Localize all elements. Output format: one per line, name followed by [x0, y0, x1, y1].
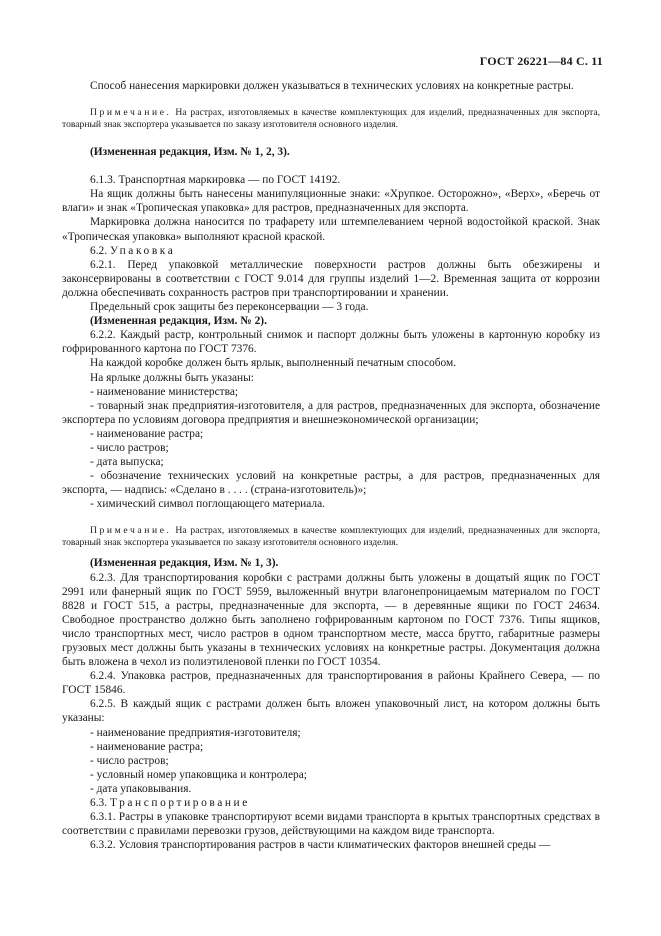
list-item: - химический символ поглощающего материала. [90, 498, 325, 511]
paragraph-6-2-5: 6.2.5. В каждый ящик с растрами должен быть вложен упаковочный лист, на котором должны быть указаны: [62, 698, 600, 725]
list-item: - число растров; [90, 441, 169, 454]
list-item: - наименование растра; [90, 740, 204, 753]
section-6-2-number: 6.2. [90, 244, 108, 257]
note-1-label: Примечание. [90, 107, 172, 119]
page-header: ГОСТ 26221—84 С. 11 [479, 54, 603, 68]
revision-note-1: (Измененная редакция, Изм. № 1, 2, 3). [90, 146, 290, 159]
note-2-label: Примечание. [90, 525, 172, 537]
paragraph-6-2-4: 6.2.4. Упаковка растров, предназначенных для транспортирования в районы Крайнего Севера, — по ГОСТ 15846. [62, 670, 600, 697]
paragraph-label-items: На ярлыке должны быть указаны: [90, 371, 254, 384]
section-6-3-heading [62, 796, 600, 810]
section-6-3-number: 6.3. [90, 797, 108, 810]
note-2 [62, 525, 600, 549]
note-1-text: На растрах, изготовляемых в качестве комплектующих для изделий, предназначенных для экспорта, товарный знак экспортера указывается по заказу изготовителя основного изделия. [62, 107, 600, 131]
packing-list [62, 726, 600, 796]
paragraph-6-2-2: 6.2.2. Каждый растр, контрольный снимок и паспорт должны быть уложены в картонную коробку из гофрированного картона по ГОСТ 7376. [62, 329, 600, 356]
paragraph-box-signs: На ящик должны быть нанесены манипуляционные знаки: «Хрупкое. Осторожно», «Верх», «Беречь от влаги» и знак «Тропическая упаковка» для растров, предназначенных для экспорта. [62, 188, 600, 215]
list-item: - наименование предприятия-изготовителя; [90, 726, 301, 739]
paragraph-6-2-3: 6.2.3. Для транспортирования коробки с растрами должны быть уложены в дощатый ящик по ГОСТ 2991 или фанерный ящик по ГОСТ 5959, выложенный внутри влагонепроницаемым материалом по ГОСТ 8828 и ГОСТ 515, а растры, предназначенные для экспорта, — в деревянные ящики по ГОСТ 24634. Свободное пространство должно быть заполнено гофрированным картоном по ГОСТ 7376. Типы ящиков, число транспортных мест, число растров в одном транспортном месте, масса брутто, габаритные размеры грузовых мест должны быть указаны в технических условиях на конкретные растры. Документация должна быть вложена в чехол из полиэтиленовой пленки по ГОСТ 10354. [62, 571, 600, 669]
list-item: - дата упаковывания. [90, 782, 192, 795]
note-1 [62, 107, 600, 131]
list-item: - наименование растра; [90, 427, 204, 440]
list-item: - дата выпуска; [90, 456, 164, 469]
revision-note-3: (Измененная редакция, Изм. № 1, 3). [90, 557, 279, 570]
note-2-text: На растрах, изготовляемых в качестве комплектующих для изделий, предназначенных для экспорта, товарный знак экспортера указывается по заказу изготовителя основного изделия. [62, 525, 600, 549]
list-item: - условный номер упаковщика и контролера; [90, 768, 307, 781]
paragraph-6-3-2: 6.3.2. Условия транспортирования растров в части климатических факторов внешней среды — [90, 839, 551, 852]
label-list [62, 385, 600, 512]
section-6-2-title: Упаковка [109, 244, 176, 257]
paragraph-marking-paint: Маркировка должна наносится по трафарету или штемпелеванием черной водостойкой краской. Знак «Тропическая упаковка» выполняют красной краской. [62, 216, 600, 243]
document-body [62, 79, 600, 852]
section-6-3-title: Транспортирование [109, 797, 250, 810]
paragraph-protection-term: Предельный срок защиты без переконсервации — 3 года. [90, 301, 369, 314]
section-6-2-heading [62, 244, 600, 258]
list-item: - наименование министерства; [90, 385, 239, 398]
list-item: - товарный знак предприятия-изготовителя, а для растров, предназначенных для экспорта, обозначение экспортера по условиям договора предприятия и внешнеэкономической организации; [62, 399, 600, 426]
paragraph-6-1-3: 6.1.3. Транспортная маркировка — по ГОСТ 14192. [90, 174, 341, 187]
list-item: - число растров; [90, 754, 169, 767]
paragraph-6-3-1: 6.3.1. Растры в упаковке транспортируют всеми видами транспорта в крытых транспортных средствах в соответствии с правилами перевозки грузов, действующими на каждом виде транспорта. [62, 811, 600, 838]
paragraph-label: На каждой коробке должен быть ярлык, выполненный печатным способом. [90, 357, 457, 370]
paragraph-6-2-1: 6.2.1. Перед упаковкой металлические поверхности растров должны быть обезжирены и законсервированы в соответствии с ГОСТ 9.014 для группы изделий 1—2. Временная защита от коррозии должна обеспечивать сохранность растров при транспортировании и хранении. [62, 258, 600, 299]
list-item: - обозначение технических условий на конкретные растры, а для растров, предназначенных для экспорта, — надпись: «Сделано в . . . . (страна-изготовитель)»; [62, 470, 600, 497]
paragraph-marking-method: Способ нанесения маркировки должен указываться в технических условиях на конкретные растры. [90, 80, 574, 92]
revision-note-2: (Измененная редакция, Изм. № 2). [90, 315, 267, 328]
